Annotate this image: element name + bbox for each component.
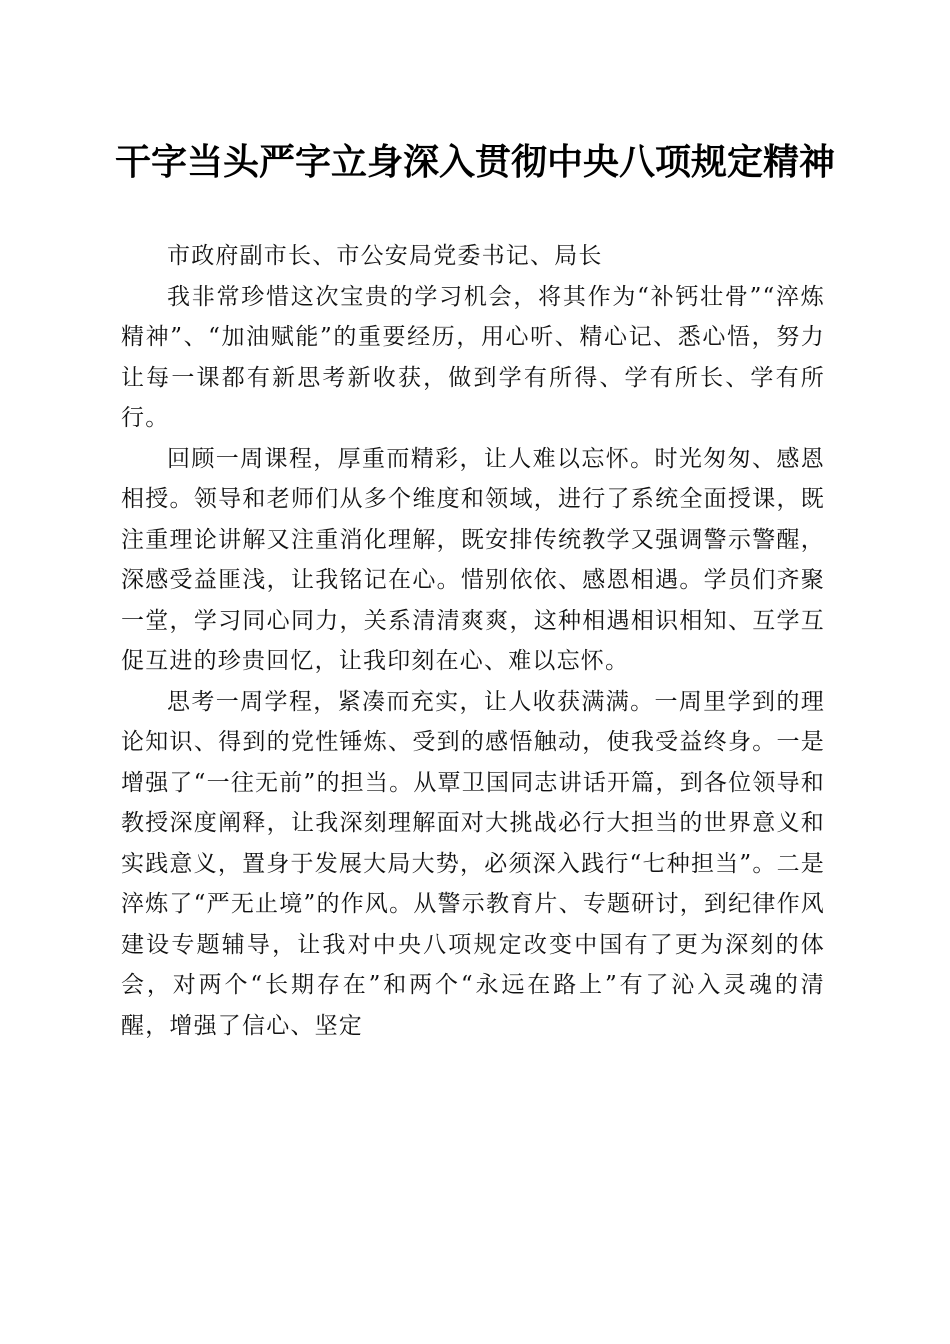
paragraph-3: 思考一周学程，紧凑而充实，让人收获满满。一周里学到的理论知识、得到的党性锤炼、受到的感悟触动，使我受益终身。一是增强了“一往无前”的担当。从覃卫国同志讲话开篇，到各位领导和教授深度阐释，让我深刻理解面对大挑战必行大担当的世界意义和实践意义，置身于发展大局大势，必须深入践行“七种担当”。二是淬炼了“严无止境”的作风。从警示教育片、专题研讨，到纪律作风建设专题辅导，让我对中央八项规定改变中国有了更为深刻的体会，对两个“长期存在”和两个“永远在路上”有了沁入灵魂的清醒，增强了信心、坚定 [121, 688, 825, 1039]
document-body [121, 236, 825, 1046]
author-line: 市政府副市长、市公安局党委书记、局长 [167, 243, 603, 269]
paragraph-2: 回顾一周课程，厚重而精彩，让人难以忘怀。时光匆匆、感恩相授。领导和老师们从多个维度和领域，进行了系统全面授课，既注重理论讲解又注重消化理解，既安排传统教学又强调警示警醒，深感受益匪浅，让我铭记在心。惜别依依、感恩相遇。学员们齐聚一堂，学习同心同力，关系清清爽爽，这种相遇相识相知、互学互促互进的珍贵回忆，让我印刻在心、难以忘怀。 [121, 445, 825, 674]
paragraph-1: 我非常珍惜这次宝贵的学习机会，将其作为“补钙壮骨”“淬炼精神”、“加油赋能”的重要经历，用心听、精心记、悉心悟，努力让每一课都有新思考新收获，做到学有所得、学有所长、学有所行。 [121, 283, 825, 431]
document-title: 干字当头严字立身深入贯彻中央八项规定精神 [114, 141, 835, 183]
